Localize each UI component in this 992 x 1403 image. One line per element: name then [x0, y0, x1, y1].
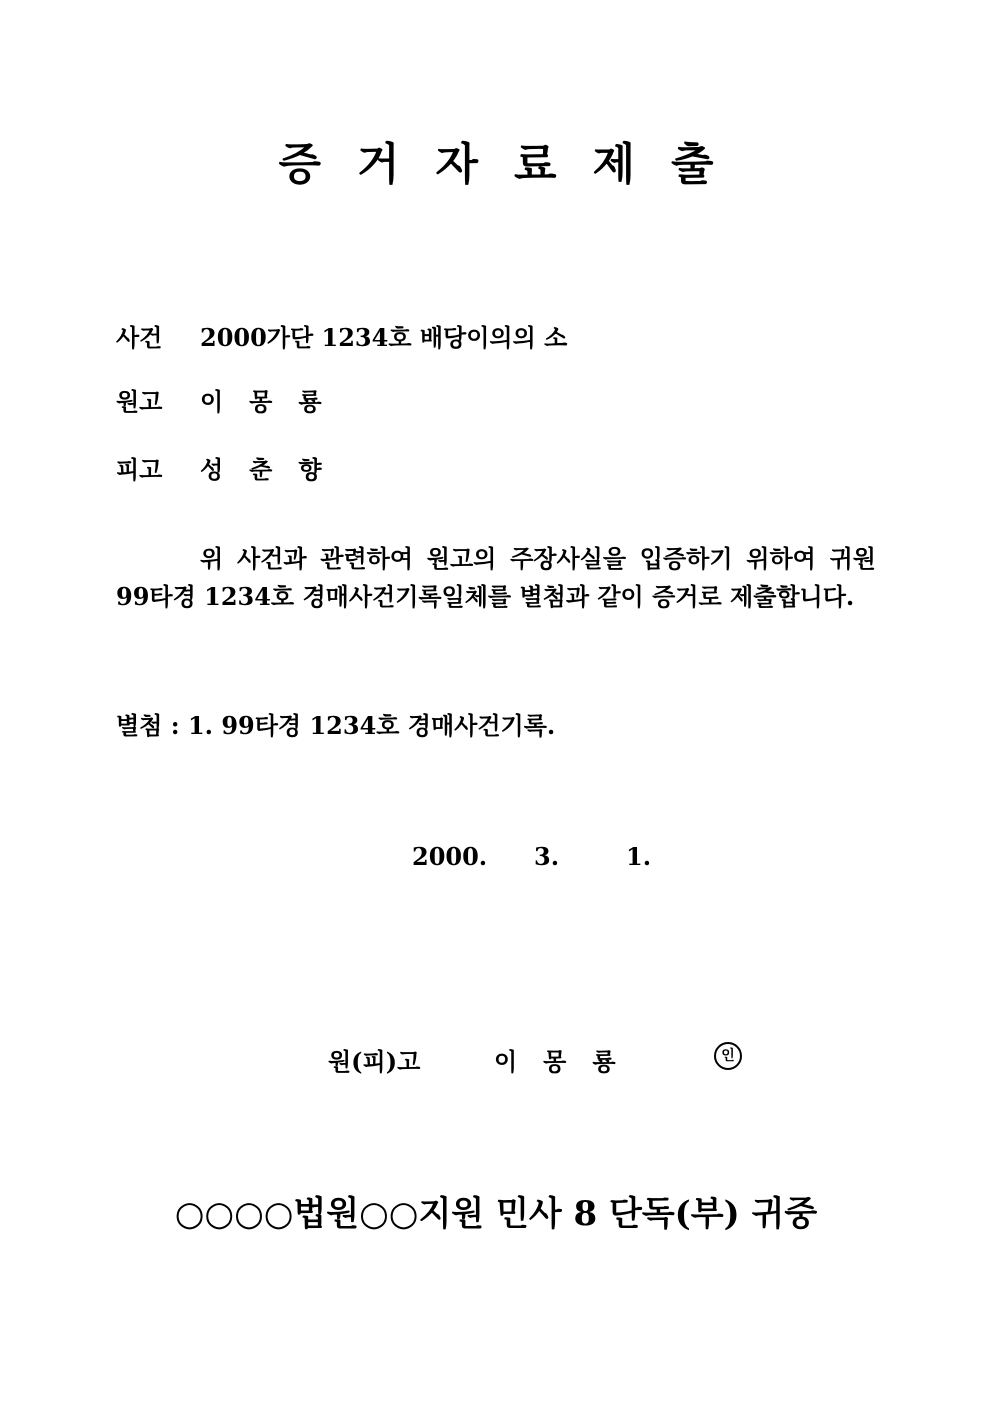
defendant-name: 성춘향 — [200, 455, 348, 484]
case-label: 사건 — [116, 323, 163, 352]
plaintiff-label: 원고 — [116, 387, 163, 416]
date-year: 2000. — [412, 842, 488, 871]
date-month: 3. — [534, 842, 560, 871]
court-addressee: ○○○○법원○○지원 민사 8 단독(부) 귀중 — [174, 1194, 818, 1234]
attachment-line: 별첨 : 1. 99타경 1234호 경매사건기록. — [116, 711, 556, 740]
defendant-label: 피고 — [116, 455, 163, 484]
body-paragraph: 위 사건과 관련하여 원고의 주장사실을 입증하기 위하여 귀원 99타경 1234호 경매사건기록일체를 별첨과 같이 증거로 제출합니다. — [116, 544, 876, 611]
document-title: 증거자료제출 — [278, 139, 750, 190]
seal-icon: 인 — [714, 1042, 742, 1070]
signer-name: 이몽룡 — [494, 1047, 642, 1076]
date-day: 1. — [626, 842, 652, 871]
plaintiff-name: 이몽룡 — [200, 387, 348, 416]
signer-role: 원(피)고 — [328, 1047, 421, 1076]
case-value: 2000가단 1234호 배당이의의 소 — [200, 323, 568, 352]
date — [0, 842, 992, 872]
